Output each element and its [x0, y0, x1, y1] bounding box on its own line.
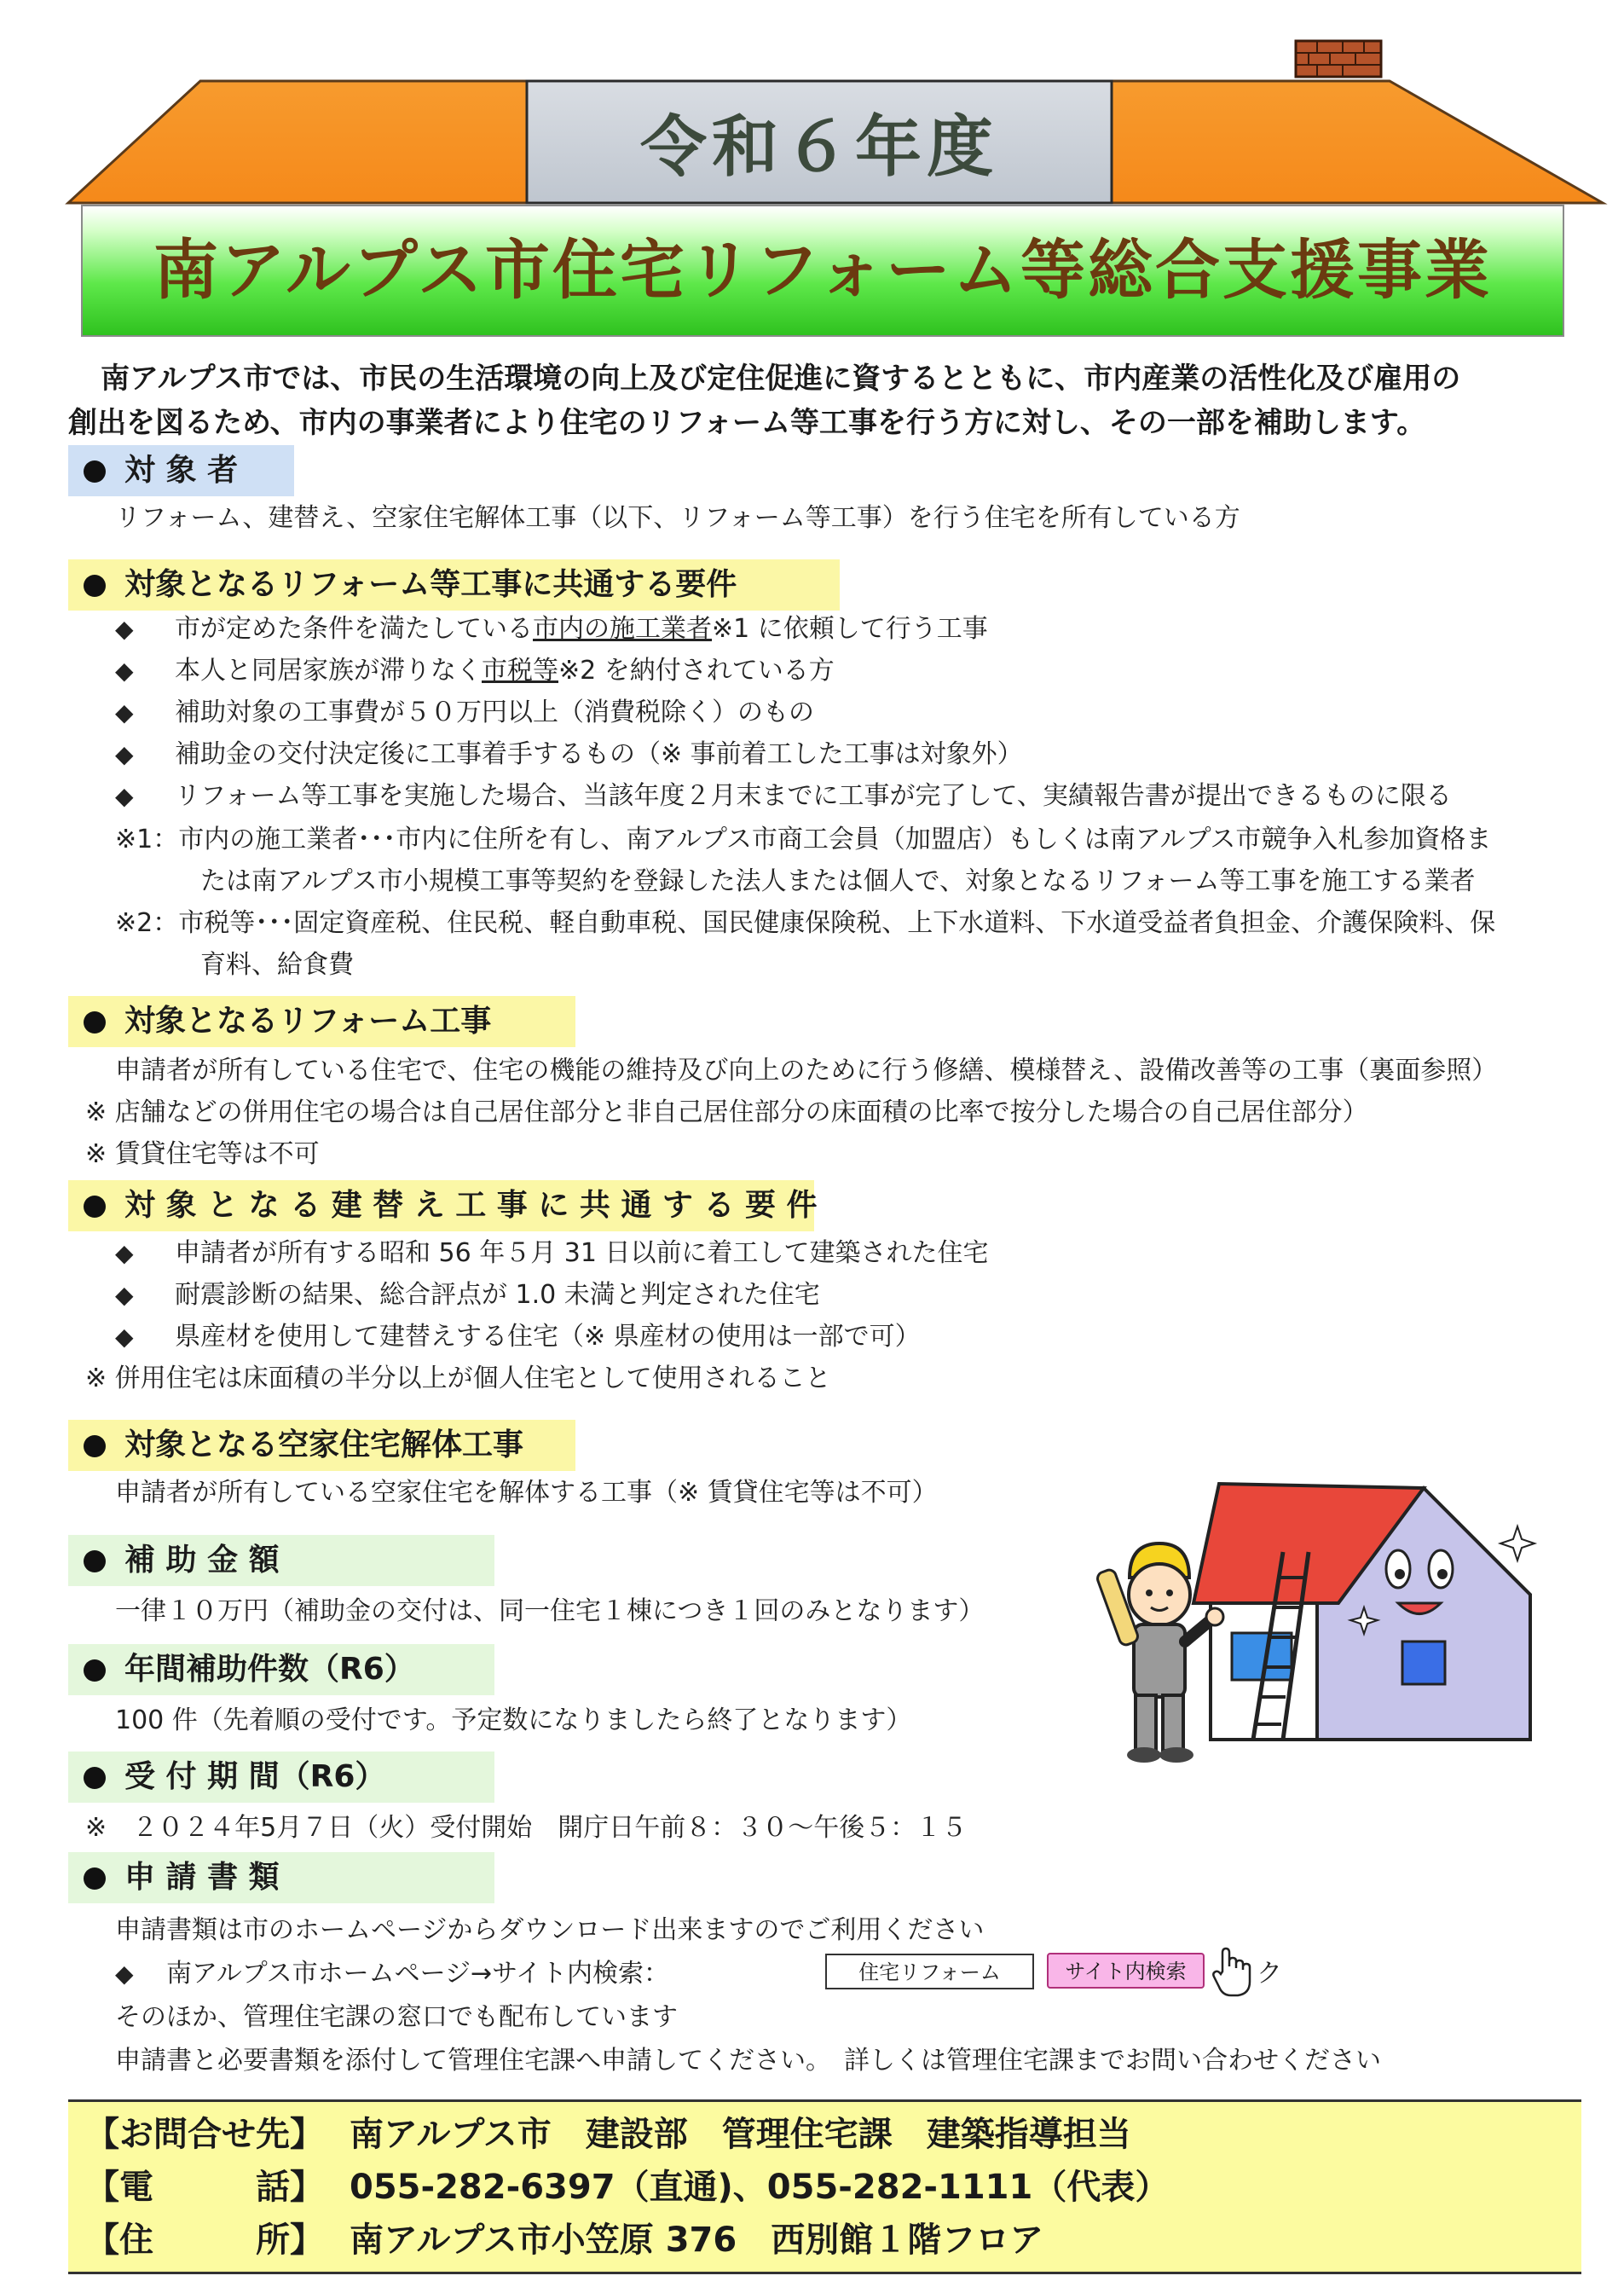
- count-text: 100 件（先着順の受付です。予定数になりましたら終了となります）: [115, 1705, 912, 1735]
- intro-line-1: 南アルプス市では、市民の生活環境の向上及び定住促進に資するとともに、市内産業の活性化及び雇用の: [101, 362, 1461, 396]
- reform-text: 申請者が所有している住宅で、住宅の機能の維持及び向上のために行う修繕、模様替え、設備改善等の工事（裏面参照）: [115, 1056, 1498, 1086]
- docs-text-4: 申請書と必要書類を添付して管理住宅課へ申請してください。 詳しくは管理住宅課までお問い合わせください: [115, 2046, 1381, 2076]
- fiscal-year-label: 令和６年度: [639, 109, 998, 186]
- click-text-suffix: ク: [1257, 1959, 1282, 1989]
- bullet-dot-icon: [84, 1867, 106, 1890]
- docs-text-1: 申請書類は市のホームページからダウンロード出来ますのでご利用ください: [115, 1915, 985, 1945]
- section-heading-target: 対 象 者: [68, 445, 294, 496]
- common-item-3: ◆ 補助対象の工事費が５０万円以上（消費税除く）のもの: [115, 692, 814, 733]
- amount-text: 一律１０万円（補助金の交付は、同一住宅１棟につき１回のみとなります）: [115, 1596, 985, 1626]
- common-item-1: ◆ 市が定めた条件を満たしている市内の施工業者※1 に依頼して行う工事: [115, 609, 988, 650]
- chimney-icon: [1296, 41, 1381, 77]
- diamond-bullet-icon: ◆: [115, 740, 134, 768]
- bullet-dot-icon: [84, 1435, 106, 1457]
- bullet-dot-icon: [84, 1011, 106, 1034]
- diamond-bullet-icon: ◆: [115, 1239, 134, 1267]
- rebuild-item-3: ◆ 県産材を使用して建替えする住宅（※ 県産材の使用は一部で可）: [115, 1317, 921, 1358]
- page-title: 南アルプス市住宅リフォーム等総合支援事業: [153, 232, 1493, 308]
- bullet-dot-icon: [84, 1550, 106, 1572]
- worker-house-illustration: [1083, 1450, 1552, 1791]
- common-item-4: ◆ 補助金の交付決定後に工事着手するもの（※ 事前着工した工事は対象外）: [115, 734, 1023, 775]
- section-heading-rebuild: 対 象 と な る 建 替 え 工 事 に 共 通 す る 要 件: [68, 1180, 814, 1231]
- reform-note-2: ※ 賃貸住宅等は不可: [85, 1139, 320, 1169]
- rebuild-item-2: ◆ 耐震診断の結果、総合評点が 1.0 未満と判定された住宅: [115, 1275, 820, 1316]
- bullet-dot-icon: [84, 1196, 106, 1218]
- diamond-bullet-icon: ◆: [115, 782, 134, 810]
- target-text: リフォーム、建替え、空家住宅解体工事（以下、リフォーム等工事）を行う住宅を所有している方: [115, 503, 1240, 533]
- vacant-text: 申請者が所有している空家住宅を解体する工事（※ 賃貸住宅等は不可）: [115, 1478, 938, 1508]
- reform-note-1: ※ 店舗などの併用住宅の場合は自己居住部分と非自己居住部分の床面積の比率で按分した場合の自己居住部分）: [85, 1097, 1368, 1127]
- common-note-2b: 育料、給食費: [200, 950, 354, 980]
- diamond-bullet-icon: ◆: [115, 1323, 134, 1351]
- title-banner: [81, 205, 1564, 337]
- tel-row: 【電 話】 055-282-6397（直通)、055-282-1111（代表）: [85, 2168, 1170, 2207]
- section-heading-reform: 対象となるリフォーム工事: [68, 996, 575, 1047]
- address-row: 【住 所】 南アルプス市小笠原 376 西別館１階フロア: [85, 2221, 1044, 2260]
- rebuild-item-1: ◆ 申請者が所有する昭和 56 年５月 31 日以前に着工して建築された住宅: [115, 1233, 989, 1274]
- section-heading-amount: 補 助 金 額: [68, 1535, 494, 1586]
- common-note-1a: ※1：市内の施工業者･･･市内に住所を有し、南アルプス市商工会員（加盟店）もしくは南アルプス市競争入札参加資格ま: [115, 825, 1492, 854]
- diamond-bullet-icon: ◆: [115, 1281, 134, 1309]
- common-note-1b: たは南アルプス市小規模工事等契約を登録した法人または個人で、対象となるリフォーム等工事を施工する業者: [200, 866, 1476, 896]
- intro-line-2: 創出を図るため、市内の事業者により住宅のリフォーム等工事を行う方に対し、その一部を補助します。: [68, 406, 1426, 440]
- section-heading-docs: 申 請 書 類: [68, 1852, 494, 1903]
- common-item-2: ◆ 本人と同居家族が滞りなく市税等※2 を納付されている方: [115, 651, 835, 692]
- bullet-dot-icon: [84, 575, 106, 597]
- diamond-bullet-icon: ◆: [115, 698, 134, 727]
- common-item-5: ◆ リフォーム等工事を実施した場合、当該年度２月末までに工事が完了して、実績報告書が提出できるものに限る: [115, 776, 1452, 817]
- diamond-bullet-icon: ◆: [115, 1960, 134, 1988]
- docs-text-2: ◆ 南アルプス市ホームページ→サイト内検索：: [115, 1954, 669, 1995]
- section-heading-vacant: 対象となる空家住宅解体工事: [68, 1420, 575, 1471]
- common-note-2a: ※2：市税等･･･固定資産税、住民税、軽自動車税、国民健康保険税、上下水道料、下水道受益者負担金、介護保険料、保: [115, 908, 1496, 938]
- bullet-dot-icon: [84, 1767, 106, 1789]
- site-search-button[interactable]: サイト内検索: [1047, 1953, 1205, 1989]
- search-field[interactable]: 住宅リフォーム: [825, 1954, 1034, 1989]
- diamond-bullet-icon: ◆: [115, 615, 134, 643]
- bullet-dot-icon: [84, 460, 106, 483]
- section-heading-period: 受 付 期 間（R6）: [68, 1752, 494, 1803]
- contact-row: 【お問合せ先】 南アルプス市 建設部 管理住宅課 建築指導担当: [85, 2115, 1131, 2154]
- period-text: ※ ２０２４年5月７日（火）受付開始 開庁日午前８：３０～午後５：１５: [85, 1813, 968, 1843]
- bullet-dot-icon: [84, 1659, 106, 1682]
- docs-text-3: そのほか、管理住宅課の窓口でも配布しています: [115, 2002, 678, 2032]
- hand-pointer-icon: [1211, 1946, 1255, 1999]
- contact-footer: [68, 2099, 1581, 2274]
- rebuild-note: ※ 併用住宅は床面積の半分以上が個人住宅として使用されること: [85, 1364, 831, 1393]
- diamond-bullet-icon: ◆: [115, 657, 134, 685]
- section-heading-common: 対象となるリフォーム等工事に共通する要件: [68, 559, 840, 611]
- section-heading-count: 年間補助件数（R6）: [68, 1644, 494, 1695]
